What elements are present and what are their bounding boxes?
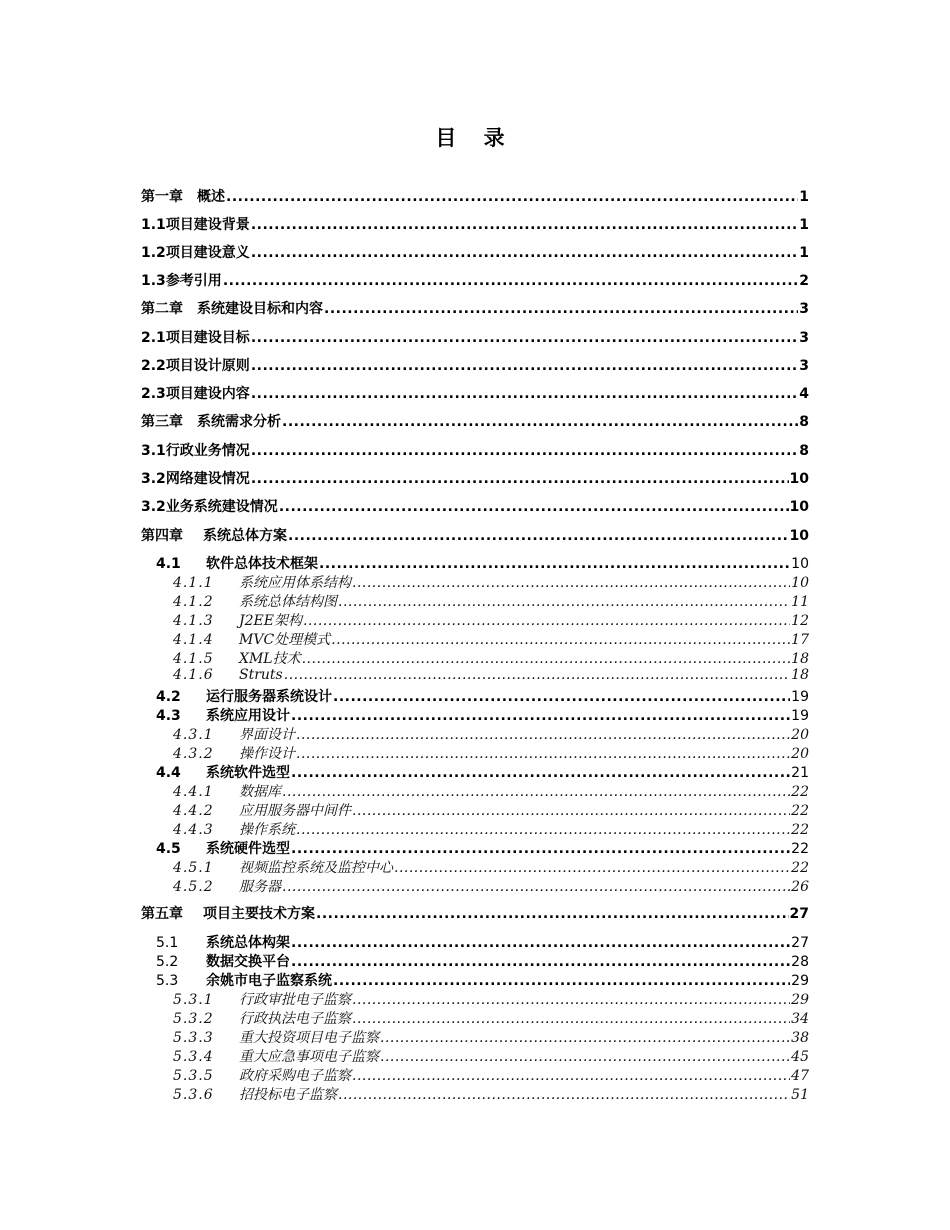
toc-entry-number: 5.1 [156, 935, 179, 951]
dot-leader [302, 651, 791, 667]
toc-entry-1-3[interactable] [141, 270, 809, 290]
toc-entry-page: 29 [791, 973, 809, 989]
toc-entry-number: 第二章 [141, 301, 183, 317]
toc-entry-3-2-network[interactable] [141, 468, 809, 488]
toc-entry-number: 4.2 [156, 689, 181, 705]
dot-leader [331, 632, 790, 648]
dot-leader [352, 803, 790, 819]
toc-entry-title: 系统建设目标和内容 [197, 301, 323, 317]
dot-leader [352, 992, 790, 1008]
dot-leader [296, 746, 790, 762]
dot-leader [291, 708, 790, 724]
toc-entry-page: 18 [791, 651, 809, 667]
toc-entry-1-2[interactable] [141, 242, 809, 262]
toc-entry-number: 第一章 [141, 189, 183, 205]
toc-entry-page: 4 [799, 386, 809, 402]
toc-entry-title: 系统总体结构图 [239, 594, 337, 610]
toc-entry-page: 45 [791, 1049, 809, 1065]
dot-leader [282, 784, 790, 800]
toc-entry-4-4[interactable] [156, 762, 809, 782]
toc-entry-title: 系统应用设计 [206, 708, 290, 724]
toc-entry-title: 系统总体方案 [203, 528, 287, 544]
dot-leader [352, 1068, 790, 1084]
toc-entry-4-1-6[interactable] [173, 667, 809, 683]
toc-entry-number: 3.2 [141, 471, 166, 487]
toc-entry-3-2-business[interactable] [141, 496, 809, 516]
toc-entry-number: 4.3.2 [173, 746, 214, 762]
dot-leader [251, 245, 798, 261]
toc-entry-number: 4.5 [156, 841, 181, 857]
toc-entry-page: 38 [791, 1030, 809, 1046]
toc-entry-title: 服务器 [239, 879, 281, 895]
toc-entry-number: 3.1 [141, 443, 166, 459]
toc-entry-page: 10 [789, 528, 809, 544]
toc-entry-4-3[interactable] [156, 705, 809, 725]
toc-entry-2-2[interactable] [141, 355, 809, 375]
dot-leader [352, 575, 790, 591]
toc-entry-title: 操作设计 [239, 746, 295, 762]
toc-entry-page: 47 [791, 1068, 809, 1084]
toc-entry-number: 第五章 [141, 906, 183, 922]
toc-entry-title: 概述 [197, 189, 225, 205]
dot-leader [333, 689, 790, 705]
toc-entry-4-5-1[interactable] [173, 857, 809, 877]
toc-entry-number: 4.1.1 [173, 575, 214, 591]
toc-entry-title: 数据库 [239, 784, 281, 800]
toc-entry-number: 2.3 [141, 386, 166, 402]
toc-entry-number: 5.3.6 [173, 1087, 214, 1103]
toc-entry-5-3-1[interactable] [173, 989, 809, 1009]
toc-entry-page: 1 [799, 189, 809, 205]
toc-entry-page: 51 [791, 1087, 809, 1103]
toc-entry-title: 网络建设情况 [165, 471, 250, 487]
dot-leader [380, 1030, 790, 1046]
dot-leader [291, 841, 790, 857]
toc-entry-page: 21 [791, 765, 809, 781]
toc-entry-chapter-3[interactable] [141, 411, 809, 431]
toc-entry-number: 4.1 [156, 556, 181, 572]
toc-entry-number: 4.5.2 [173, 879, 214, 895]
toc-entry-number: 4.1.3 [173, 613, 214, 629]
toc-entry-number: 5.3.2 [173, 1011, 214, 1027]
toc-entry-title: 政府采购电子监察 [239, 1068, 351, 1084]
toc-entry-page: 12 [791, 613, 809, 629]
toc-entry-4-1[interactable] [156, 553, 809, 573]
toc-entry-chapter-1[interactable] [141, 186, 809, 206]
dot-leader [284, 667, 790, 683]
toc-entry-title: 项目建设意义 [165, 245, 250, 261]
toc-entry-5-3-6[interactable] [173, 1084, 809, 1104]
toc-entry-chapter-4[interactable] [141, 525, 809, 545]
toc-entry-number: 5.3.1 [173, 992, 214, 1008]
dot-leader [296, 727, 790, 743]
toc-entry-page: 8 [799, 414, 809, 430]
toc-entry-4-1-1[interactable] [173, 572, 809, 592]
toc-entry-title: 业务系统建设情况 [165, 499, 278, 515]
toc-entry-number: 第四章 [141, 528, 183, 544]
toc-entry-page: 8 [799, 443, 809, 459]
dot-leader [380, 1049, 790, 1065]
dot-leader [288, 528, 789, 544]
toc-entry-title: MVC处理模式 [239, 632, 331, 648]
toc-entry-2-3[interactable] [141, 383, 809, 403]
toc-entry-1-1[interactable] [141, 214, 809, 234]
toc-entry-title: 系统应用体系结构 [239, 575, 351, 591]
toc-entry-4-1-2[interactable] [173, 591, 809, 611]
toc-entry-4-1-5[interactable] [173, 648, 809, 668]
dot-leader [333, 973, 790, 989]
toc-entry-number: 4.1.5 [173, 651, 214, 667]
toc-entry-page: 19 [791, 689, 809, 705]
toc-entry-number: 1.1 [141, 217, 166, 233]
toc-entry-page: 29 [791, 992, 809, 1008]
toc-entry-4-3-2[interactable] [173, 743, 809, 763]
dot-leader [303, 613, 790, 629]
dot-leader [226, 189, 798, 205]
toc-entry-title: J2EE架构 [239, 613, 302, 629]
toc-entry-4-4-2[interactable] [173, 800, 809, 820]
toc-entry-title: 数据交换平台 [206, 954, 290, 970]
toc-entry-title: 重大投资项目电子监察 [239, 1030, 379, 1046]
dot-leader [282, 879, 790, 895]
dot-leader [394, 860, 790, 876]
toc-entry-page: 18 [791, 667, 809, 683]
dot-leader [279, 499, 789, 515]
toc-entry-title: 招投标电子监察 [239, 1087, 337, 1103]
toc-entry-4-5[interactable] [156, 838, 809, 858]
toc-entry-number: 3.2 [141, 499, 166, 515]
toc-entry-page: 10 [791, 556, 809, 572]
toc-entry-title: XML技术 [239, 651, 301, 667]
toc-entry-2-1[interactable] [141, 327, 809, 347]
toc-entry-page: 22 [791, 784, 809, 800]
dot-leader [324, 301, 798, 317]
toc-entry-5-3-5[interactable] [173, 1065, 809, 1085]
toc-entry-title: 系统需求分析 [197, 414, 281, 430]
toc-entry-number: 5.3.3 [173, 1030, 214, 1046]
toc-entry-page: 10 [789, 499, 809, 515]
dot-leader [319, 556, 790, 572]
toc-entry-number: 2.1 [141, 330, 166, 346]
toc-entry-title: 操作系统 [239, 822, 295, 838]
toc-entry-number: 1.2 [141, 245, 166, 261]
dot-leader [251, 443, 798, 459]
toc-entry-page: 3 [799, 301, 809, 317]
toc-entry-number: 5.2 [156, 954, 179, 970]
toc-entry-page: 1 [799, 217, 809, 233]
toc-entry-page: 20 [791, 727, 809, 743]
toc-entry-4-3-1[interactable] [173, 724, 809, 744]
toc-entry-title: 系统硬件选型 [206, 841, 290, 857]
dot-leader [223, 273, 798, 289]
toc-entry-number: 4.1.4 [173, 632, 214, 648]
toc-entry-title: 视频监控系统及监控中心 [239, 860, 393, 876]
toc-entry-number: 4.4.2 [173, 803, 214, 819]
toc-entry-number: 4.4.3 [173, 822, 214, 838]
toc-entry-page: 3 [799, 330, 809, 346]
toc-entry-title: Struts [239, 667, 283, 683]
toc-entry-number: 4.4 [156, 765, 181, 781]
toc-entry-5-3-3[interactable] [173, 1027, 809, 1047]
toc-entry-page: 22 [791, 803, 809, 819]
toc-entry-page: 20 [791, 746, 809, 762]
toc-entry-page: 22 [791, 841, 809, 857]
toc-entry-title: 余姚市电子监察系统 [206, 973, 332, 989]
toc-entry-title: 行政执法电子监察 [239, 1011, 351, 1027]
toc-entry-title: 系统总体构架 [206, 935, 290, 951]
toc-entry-chapter-2[interactable] [141, 298, 809, 318]
dot-leader [338, 1087, 790, 1103]
toc-entry-page: 10 [789, 471, 809, 487]
toc-entry-page: 27 [789, 906, 809, 922]
toc-entry-number: 5.3.4 [173, 1049, 214, 1065]
toc-entry-number: 4.1.2 [173, 594, 214, 610]
toc-entry-page: 3 [799, 358, 809, 374]
toc-entry-chapter-5[interactable] [141, 903, 809, 923]
toc-entry-5-2[interactable] [156, 951, 809, 971]
toc-entry-4-5-2[interactable] [173, 876, 809, 896]
dot-leader [251, 386, 798, 402]
dot-leader [352, 1011, 790, 1027]
toc-entry-page: 2 [799, 273, 809, 289]
dot-leader [251, 330, 798, 346]
toc-entry-4-4-1[interactable] [173, 781, 809, 801]
dot-leader [316, 906, 789, 922]
toc-entry-number: 2.2 [141, 358, 166, 374]
toc-entry-4-2[interactable] [156, 686, 809, 706]
toc-entry-page: 28 [791, 954, 809, 970]
toc-entry-5-3-4[interactable] [173, 1046, 809, 1066]
toc-entry-number: 1.3 [141, 273, 166, 289]
toc-entry-title: 参考引用 [165, 273, 222, 289]
toc-entry-page: 27 [791, 935, 809, 951]
toc-entry-5-3[interactable] [156, 970, 809, 990]
toc-entry-page: 17 [791, 632, 809, 648]
dot-leader [291, 765, 790, 781]
toc-entry-5-1[interactable] [156, 932, 809, 952]
toc-entry-number: 5.3.5 [173, 1068, 214, 1084]
toc-entry-number: 4.4.1 [173, 784, 214, 800]
toc-entry-page: 26 [791, 879, 809, 895]
toc-entry-number: 4.3 [156, 708, 181, 724]
toc-entry-page: 19 [791, 708, 809, 724]
toc-entry-4-1-4[interactable] [173, 629, 809, 649]
toc-entry-title: 系统软件选型 [206, 765, 290, 781]
toc-entry-page: 1 [799, 245, 809, 261]
toc-entry-title: 项目建设背景 [165, 217, 250, 233]
toc-entry-4-4-3[interactable] [173, 819, 809, 839]
toc-entry-title: 项目主要技术方案 [203, 906, 315, 922]
toc-entry-5-3-2[interactable] [173, 1008, 809, 1028]
toc-entry-3-1[interactable] [141, 440, 809, 460]
dot-leader [296, 822, 790, 838]
toc-entry-page: 22 [791, 860, 809, 876]
toc-entry-title: 应用服务器中间件 [239, 803, 351, 819]
dot-leader [282, 414, 798, 430]
dot-leader [291, 935, 790, 951]
toc-entry-title: 行政业务情况 [165, 443, 250, 459]
toc-entry-title: 软件总体技术框架 [206, 556, 318, 572]
dot-leader [251, 471, 789, 487]
toc-entry-title: 行政审批电子监察 [239, 992, 351, 1008]
toc-entry-title: 项目建设内容 [165, 386, 250, 402]
toc-entry-number: 4.3.1 [173, 727, 214, 743]
dot-leader [291, 954, 790, 970]
toc-entry-number: 4.5.1 [173, 860, 214, 876]
dot-leader [251, 358, 798, 374]
toc-entry-page: 34 [791, 1011, 809, 1027]
toc-entry-title: 项目建设目标 [165, 330, 250, 346]
toc-entry-title: 项目设计原则 [165, 358, 250, 374]
toc-entry-number: 5.3 [156, 973, 179, 989]
toc-entry-number: 4.1.6 [173, 667, 214, 683]
dot-leader [338, 594, 790, 610]
toc-entry-page: 11 [791, 594, 809, 610]
page-title: 目 录 [435, 126, 515, 150]
toc-entry-number: 第三章 [141, 414, 183, 430]
toc-entry-page: 22 [791, 822, 809, 838]
dot-leader [251, 217, 798, 233]
toc-entry-page: 10 [791, 575, 809, 591]
toc-entry-title: 运行服务器系统设计 [206, 689, 332, 705]
toc-entry-title: 重大应急事项电子监察 [239, 1049, 379, 1065]
toc-entry-title: 界面设计 [239, 727, 295, 743]
toc-entry-4-1-3[interactable] [173, 610, 809, 630]
